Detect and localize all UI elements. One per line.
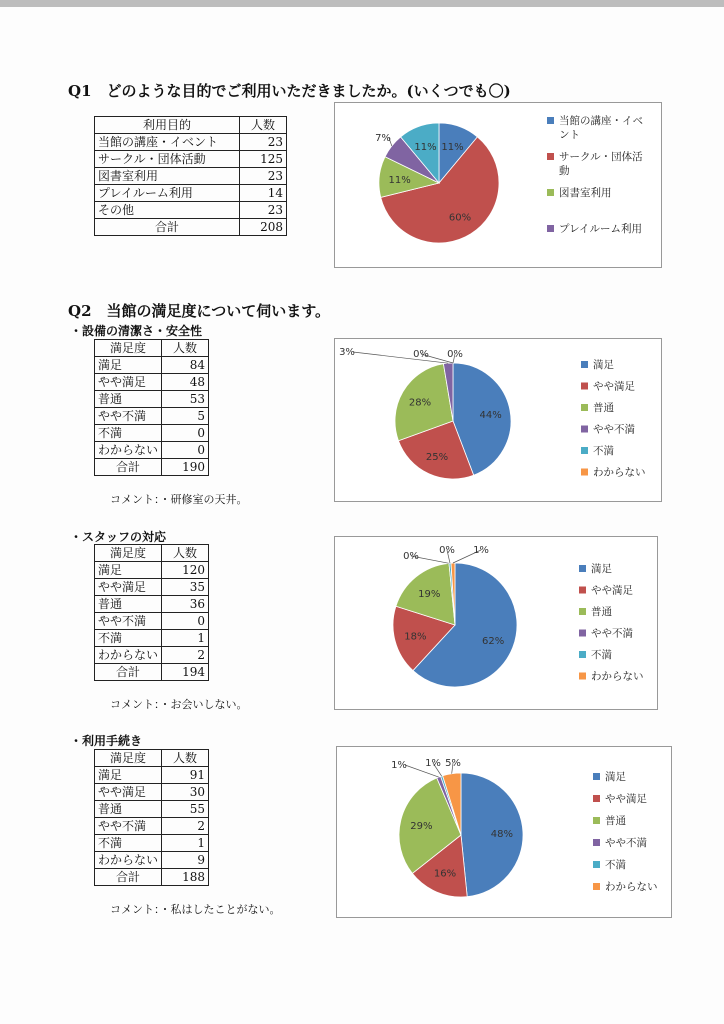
- table-row: 図書室利用 23: [95, 168, 287, 185]
- procedure-chart: [336, 746, 672, 918]
- table-row: 当館の講座・イベント 23: [95, 134, 287, 151]
- table-row: わからない 2: [95, 647, 209, 664]
- cleanliness-legend-swatch-0: [581, 361, 588, 368]
- procedure-legend-swatch-3: [593, 839, 600, 846]
- procedure-data-label-1: 16%: [433, 868, 457, 880]
- cleanliness-legend-label-0: 満足: [593, 359, 614, 371]
- procedure-data-label-4: 1%: [425, 758, 441, 769]
- staff-legend-label-5: わからない: [591, 670, 644, 683]
- cleanliness-data-label-1: 25%: [425, 451, 449, 463]
- staff-legend-swatch-1: [579, 587, 586, 594]
- procedure-legend-swatch-5: [593, 883, 600, 890]
- staff-data-label-1: 18%: [404, 631, 427, 643]
- cleanliness-legend-label-5: わからない: [593, 466, 646, 479]
- q1-chart: [334, 102, 662, 268]
- staff-legend-swatch-5: [579, 673, 586, 680]
- staff-legend-label-1: やや満足: [591, 584, 633, 597]
- table-row: 普通 55: [95, 801, 209, 818]
- table-row: やや不満 2: [95, 818, 209, 835]
- table-row: 不満 1: [95, 630, 209, 647]
- table-row: 満足 120: [95, 562, 209, 579]
- scan-top-edge: [0, 0, 724, 7]
- cleanliness-legend-swatch-3: [581, 426, 588, 433]
- cleanliness-legend-label-4: 不満: [593, 445, 614, 457]
- q1-data-label-3: 7%: [375, 133, 391, 144]
- procedure-legend-label-4: 不満: [605, 859, 626, 871]
- cleanliness-comment: コメント：・研修室の天井。: [110, 493, 248, 506]
- cleanliness-legend-swatch-1: [581, 383, 588, 390]
- cleanliness-legend-label-2: 普通: [593, 402, 614, 414]
- table-row: わからない 0: [95, 442, 209, 459]
- staff-data-label-5: 1%: [473, 545, 489, 556]
- q1-legend-label-0: ント: [559, 129, 580, 141]
- procedure-table: 満足度 人数 満足 91 やや満足 30 普通 55 やや不満 2 不満 1 わからない 9 合計 188: [94, 749, 209, 886]
- procedure-legend-swatch-2: [593, 817, 600, 824]
- q1-legend-swatch-0: [547, 117, 554, 124]
- table-total-row: 合計 194: [95, 664, 209, 681]
- table-total-row: 合計 208: [95, 219, 287, 236]
- q1-table: [94, 116, 287, 236]
- procedure-legend-label-3: やや不満: [605, 837, 647, 849]
- cleanliness-legend-label-3: やや不満: [593, 423, 635, 436]
- procedure-data-label-2: 29%: [410, 820, 433, 832]
- staff-legend-label-3: やや不満: [591, 627, 633, 640]
- procedure-legend-label-1: やや満足: [605, 793, 647, 805]
- staff-pie-chart: [335, 537, 657, 709]
- cleanliness-data-label-2: 28%: [408, 397, 432, 409]
- staff-table: 満足度 人数 満足 120 やや満足 35 普通 36 やや不満 0 不満 1 わからない 2 合計 194: [94, 544, 209, 681]
- cleanliness-legend-swatch-5: [581, 469, 588, 476]
- procedure-pie-chart: [337, 747, 671, 917]
- table-row: サークル・団体活動 125: [95, 151, 287, 168]
- cleanliness-data-label-4: 0%: [413, 349, 429, 360]
- staff-legend-label-2: 普通: [591, 606, 612, 618]
- procedure-data-label-3: 1%: [391, 760, 407, 771]
- table-row: やや不満 0: [95, 613, 209, 630]
- section-title-staff: ・スタッフの対応: [70, 530, 167, 544]
- q1-data-label-4: 11%: [414, 141, 437, 153]
- staff-data-label-0: 62%: [481, 635, 505, 647]
- procedure-legend-label-0: 満足: [605, 771, 626, 783]
- table-row: 満足 91: [95, 767, 209, 784]
- cleanliness-legend-label-1: やや満足: [593, 380, 635, 393]
- staff-data-label-4: 0%: [439, 545, 455, 556]
- q1-pie-chart: [335, 103, 661, 267]
- procedure-legend-swatch-1: [593, 795, 600, 802]
- table-row: 普通 53: [95, 391, 209, 408]
- table-row: やや満足 48: [95, 374, 209, 391]
- q1-legend-label-1: サークル・団体活: [559, 151, 643, 163]
- table-row: やや満足 35: [95, 579, 209, 596]
- q1-legend-label-2: 図書室利用: [559, 187, 612, 199]
- staff-data-label-2: 19%: [418, 589, 441, 601]
- procedure-legend-label-5: わからない: [605, 881, 658, 893]
- cleanliness-legend-swatch-2: [581, 404, 588, 411]
- procedure-legend-label-2: 普通: [605, 815, 626, 827]
- table-row: その他 23: [95, 202, 287, 219]
- q1-legend-swatch-2: [547, 189, 554, 196]
- staff-legend-swatch-0: [579, 565, 586, 572]
- cleanliness-data-label-3: 3%: [339, 347, 355, 358]
- staff-legend-label-4: 不満: [591, 649, 612, 661]
- table-row: プレイルーム利用 14: [95, 185, 287, 202]
- section-title-procedure: ・利用手続き: [70, 734, 143, 748]
- table-total-row: 合計 188: [95, 869, 209, 886]
- cleanliness-legend-swatch-4: [581, 447, 588, 454]
- cleanliness-table: 満足度 人数 満足 84 やや満足 48 普通 53 やや不満 5 不満 0 わからない 0 合計 190: [94, 339, 209, 476]
- table-row: わからない 9: [95, 852, 209, 869]
- procedure-data-label-5: 5%: [445, 758, 461, 769]
- q1-data-label-0: 11%: [441, 141, 464, 153]
- procedure-data-label-0: 48%: [490, 828, 514, 840]
- q1-legend-label-1: 動: [559, 165, 570, 177]
- q1-data-label-1: 60%: [448, 212, 472, 224]
- q2-heading: Q2 当館の満足度について伺います。: [68, 302, 331, 320]
- table-row: やや満足 30: [95, 784, 209, 801]
- q1-legend-swatch-3: [547, 225, 554, 232]
- staff-data-label-3: 0%: [403, 551, 419, 562]
- staff-legend-swatch-3: [579, 630, 586, 637]
- staff-comment: コメント：・お会いしない。: [110, 698, 248, 711]
- q1-data-label-2: 11%: [388, 174, 411, 186]
- q1-col-count: 人数: [240, 117, 287, 134]
- table-row: 不満 0: [95, 425, 209, 442]
- cleanliness-data-label-5: 0%: [447, 349, 463, 360]
- staff-chart: [334, 536, 658, 710]
- table-row: 満足 84: [95, 357, 209, 374]
- table-row: やや不満 5: [95, 408, 209, 425]
- q1-legend-label-0: 当館の講座・イベ: [559, 115, 643, 127]
- table-row: 不満 1: [95, 835, 209, 852]
- cleanliness-chart: [334, 338, 662, 502]
- table-row: 普通 36: [95, 596, 209, 613]
- q1-heading: Q1 どのような目的でご利用いただきましたか。(いくつでも〇): [68, 82, 511, 100]
- q1-legend-label-3: プレイルーム利用: [559, 223, 643, 235]
- staff-legend-swatch-4: [579, 651, 586, 658]
- procedure-legend-swatch-0: [593, 773, 600, 780]
- staff-legend-label-0: 満足: [591, 563, 612, 575]
- q1-legend-swatch-1: [547, 153, 554, 160]
- cleanliness-data-label-0: 44%: [479, 410, 502, 422]
- section-title-cleanliness: ・設備の清潔さ・安全性: [70, 324, 203, 338]
- staff-legend-swatch-2: [579, 608, 586, 615]
- table-total-row: 合計 190: [95, 459, 209, 476]
- cleanliness-pie-chart: [335, 339, 661, 501]
- procedure-legend-swatch-4: [593, 861, 600, 868]
- procedure-comment: コメント：・私はしたことがない。: [110, 903, 281, 916]
- q1-col-purpose: 利用目的: [95, 117, 240, 134]
